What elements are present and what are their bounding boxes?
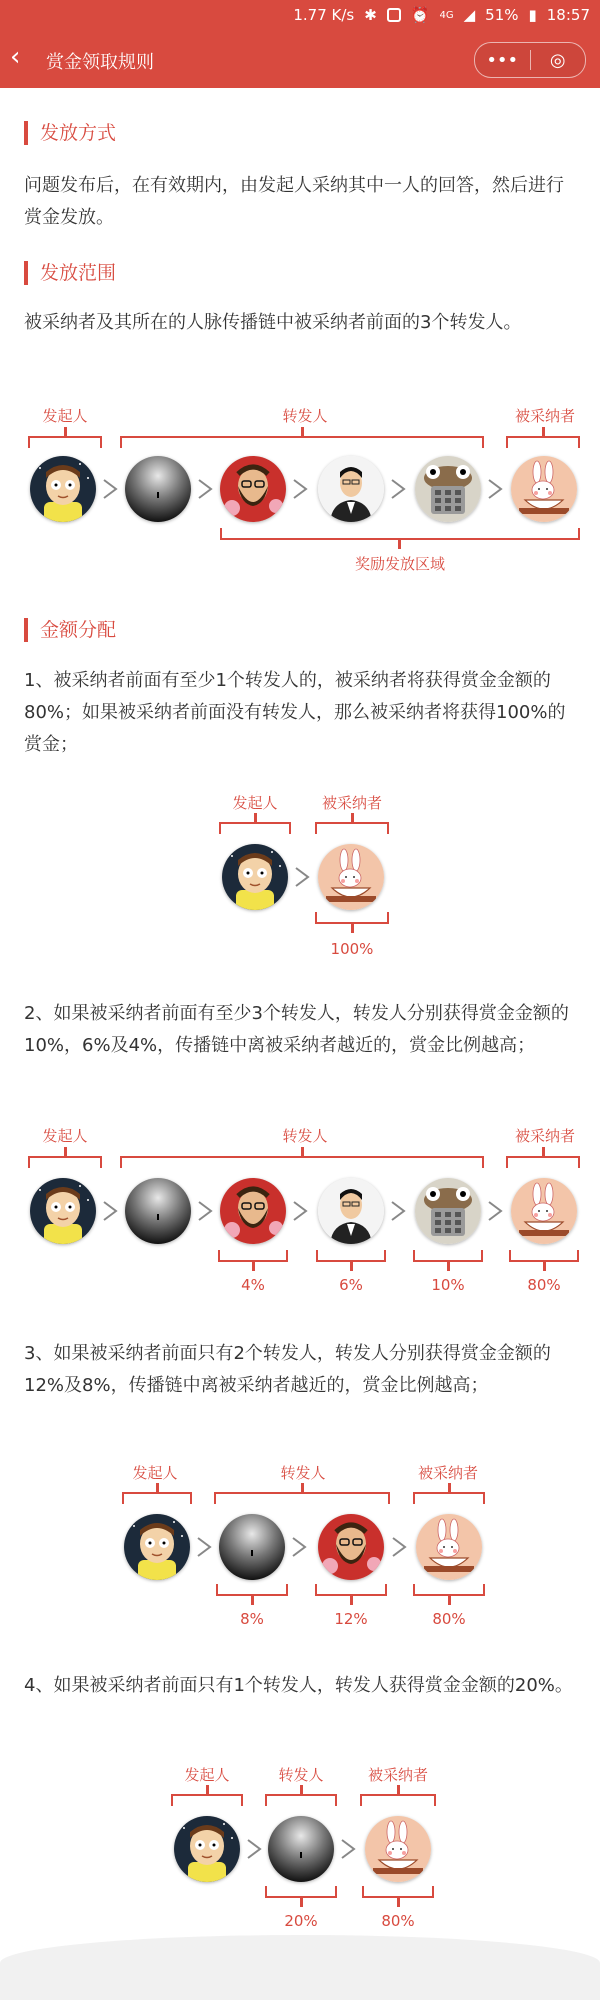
label-forwarder: 转发人 (280, 1464, 326, 1482)
avatar-forwarder-4 (415, 456, 481, 522)
signal-icon: ◢ (463, 6, 476, 24)
bracket-initiator (219, 822, 291, 834)
bracket-adoptee (506, 1156, 580, 1168)
pct-forwarder-3: 6% (339, 1276, 363, 1294)
page-title: 赏金领取规则 (46, 52, 154, 73)
bracket-adoptee (315, 822, 389, 834)
arrow-right-icon (195, 1536, 213, 1558)
bracket-tick (351, 924, 354, 933)
bracket-tick (64, 427, 67, 436)
label-initiator: 发起人 (132, 1464, 178, 1482)
bracket-forwarders (120, 436, 484, 448)
avatar-forwarder-1 (125, 1178, 191, 1244)
bracket-share-4 (509, 1250, 579, 1262)
avatar-forwarder-3 (318, 1178, 384, 1244)
avatar-adoptee (511, 1178, 577, 1244)
avatar-initiator (222, 844, 288, 910)
bracket-share-1 (216, 1584, 288, 1596)
close-button[interactable]: ◎ (549, 49, 566, 71)
label-initiator: 发起人 (184, 1766, 230, 1784)
bracket-tick (252, 1262, 255, 1271)
avatar-forwarder-2 (220, 1178, 286, 1244)
bracket-initiator (28, 1156, 102, 1168)
label-initiator: 发起人 (42, 1127, 88, 1145)
bracket-tick (542, 427, 545, 436)
avatar-initiator (30, 456, 96, 522)
label-adoptee: 被采纳者 (367, 1766, 428, 1784)
label-forwarder: 转发人 (278, 1766, 324, 1784)
bracket-adoptee (413, 1492, 485, 1504)
bracket-adoptee (506, 436, 580, 448)
bracket-tick (301, 1483, 304, 1492)
bracket-share-1 (218, 1250, 288, 1262)
alarm-icon: ⏰ (410, 6, 430, 24)
section-title-distribution-method: 发放方式 (24, 121, 116, 145)
bracket-initiator (122, 1492, 192, 1504)
battery-level: 51% (485, 6, 519, 24)
avatar-forwarder-1 (219, 1514, 285, 1580)
rule-2-text: 2、如果被采纳者前面有至少3个转发人，转发人分别获得赏金金额的10%，6%及4%，传播链中离被采纳者越近的，赏金比例越高； (24, 1003, 569, 1056)
bracket-tick (351, 813, 354, 822)
bracket-tick (301, 1147, 304, 1156)
clock: 18:57 (546, 6, 590, 24)
nav-bar (0, 30, 600, 88)
bracket-share-2 (316, 1250, 386, 1262)
bracket-tick (397, 1785, 400, 1794)
bracket-share-2 (362, 1886, 434, 1898)
bracket-tick (350, 1262, 353, 1271)
avatar-adoptee (365, 1816, 431, 1882)
pct-adoptee: 80% (432, 1610, 466, 1628)
bracket-tick (206, 1785, 209, 1794)
avatar-initiator (124, 1514, 190, 1580)
pct-forwarder-2: 4% (241, 1276, 265, 1294)
label-adoptee: 被采纳者 (514, 1127, 575, 1145)
bracket-tick (543, 1262, 546, 1271)
bracket-tick (397, 1898, 400, 1907)
arrow-right-icon (291, 478, 309, 500)
rule-4-text: 4、如果被采纳者前面只有1个转发人，转发人获得赏金金额的20%。 (24, 1675, 573, 1696)
arrow-right-icon (389, 1200, 407, 1222)
bracket-tick (254, 813, 257, 822)
arrow-right-icon (196, 1200, 214, 1222)
avatar-adoptee (416, 1514, 482, 1580)
distribution-method-text: 问题发布后，在有效期内，由发起人采纳其中一人的回答，然后进行赏金发放。 (24, 175, 564, 228)
bracket-forwarder (265, 1794, 337, 1806)
mini-program-capsule (474, 42, 586, 78)
bracket-tick (542, 1147, 545, 1156)
bracket-tick (448, 1596, 451, 1605)
avatar-initiator (174, 1816, 240, 1882)
bluetooth-icon: ✱ (364, 6, 377, 24)
bracket-tick (156, 1483, 159, 1492)
bracket-tick (300, 1785, 303, 1794)
label-adoptee: 被采纳者 (514, 407, 575, 425)
arrow-right-icon (339, 1838, 357, 1860)
bracket-tick (300, 1898, 303, 1907)
battery-icon: ▮ (528, 6, 537, 24)
bracket-tick (398, 540, 401, 549)
bracket-share-1 (265, 1886, 337, 1898)
arrow-right-icon (390, 1536, 408, 1558)
bracket-forwarders (120, 1156, 484, 1168)
avatar-adoptee (511, 456, 577, 522)
bracket-tick (447, 1262, 450, 1271)
avatar-adoptee (318, 844, 384, 910)
arrow-right-icon (101, 1200, 119, 1222)
avatar-forwarder-2 (318, 1514, 384, 1580)
avatar-forwarder-1 (125, 456, 191, 522)
label-adoptee: 被采纳者 (417, 1464, 478, 1482)
bracket-tick (251, 1596, 254, 1605)
pct-adoptee: 80% (527, 1276, 561, 1294)
avatar-initiator (30, 1178, 96, 1244)
pct-adoptee: 80% (381, 1912, 415, 1930)
rule-1-text: 1、被采纳者前面有至少1个转发人的，被采纳者将获得赏金金额的80%；如果被采纳者前面没有转发人，那么被采纳者将获得100%的赏金； (24, 670, 566, 755)
arrow-right-icon (290, 1536, 308, 1558)
section-title-amount-allocation: 金额分配 (24, 618, 116, 642)
label-forwarder: 转发人 (282, 407, 328, 425)
bracket-share-3 (413, 1250, 483, 1262)
avatar-forwarder-1 (268, 1816, 334, 1882)
network-speed: 1.77 K/s (293, 6, 355, 24)
label-adoptee: 被采纳者 (321, 794, 382, 812)
arrow-right-icon (101, 478, 119, 500)
more-button[interactable]: ••• (486, 49, 519, 71)
arrow-right-icon (389, 478, 407, 500)
label-forwarder: 转发人 (282, 1127, 328, 1145)
bracket-initiator (171, 1794, 243, 1806)
nfc-icon (387, 8, 401, 22)
label-initiator: 发起人 (42, 407, 88, 425)
label-reward-area: 奖励发放区域 (354, 555, 445, 573)
bracket-forwarders (214, 1492, 390, 1504)
bracket-adoptee-share (315, 912, 389, 924)
bracket-share-2 (315, 1584, 387, 1596)
bracket-tick (350, 1596, 353, 1605)
pct-forwarder-4: 10% (431, 1276, 465, 1294)
back-icon[interactable]: ‹ (10, 42, 21, 72)
bracket-initiator (28, 436, 102, 448)
avatar-forwarder-2 (220, 456, 286, 522)
avatar-forwarder-3 (318, 456, 384, 522)
arrow-right-icon (245, 1838, 263, 1860)
bracket-tick (64, 1147, 67, 1156)
distribution-scope-text: 被采纳者及其所在的人脉传播链中被采纳者前面的3个转发人。 (24, 312, 522, 333)
network-type: 4G (439, 9, 454, 21)
bracket-adoptee (360, 1794, 436, 1806)
arrow-right-icon (291, 1200, 309, 1222)
pct-forwarder-1: 8% (240, 1610, 264, 1628)
label-initiator: 发起人 (232, 794, 278, 812)
arrow-right-icon (293, 866, 311, 888)
bracket-share-3 (413, 1584, 485, 1596)
pct-forwarder-2: 12% (334, 1610, 368, 1628)
status-bar (0, 0, 600, 30)
avatar-forwarder-4 (415, 1178, 481, 1244)
pct-adoptee: 100% (330, 940, 374, 958)
bracket-tick (301, 427, 304, 436)
arrow-right-icon (486, 1200, 504, 1222)
bracket-tick (448, 1483, 451, 1492)
rule-3-text: 3、如果被采纳者前面只有2个转发人，转发人分别获得赏金金额的12%及8%，传播链中离被采纳者越近的，赏金比例越高； (24, 1343, 551, 1396)
bottom-background (0, 1935, 600, 2000)
arrow-right-icon (486, 478, 504, 500)
bracket-reward-area (220, 528, 580, 540)
section-title-distribution-scope: 发放范围 (24, 261, 116, 285)
pct-forwarder-1: 20% (284, 1912, 318, 1930)
arrow-right-icon (196, 478, 214, 500)
